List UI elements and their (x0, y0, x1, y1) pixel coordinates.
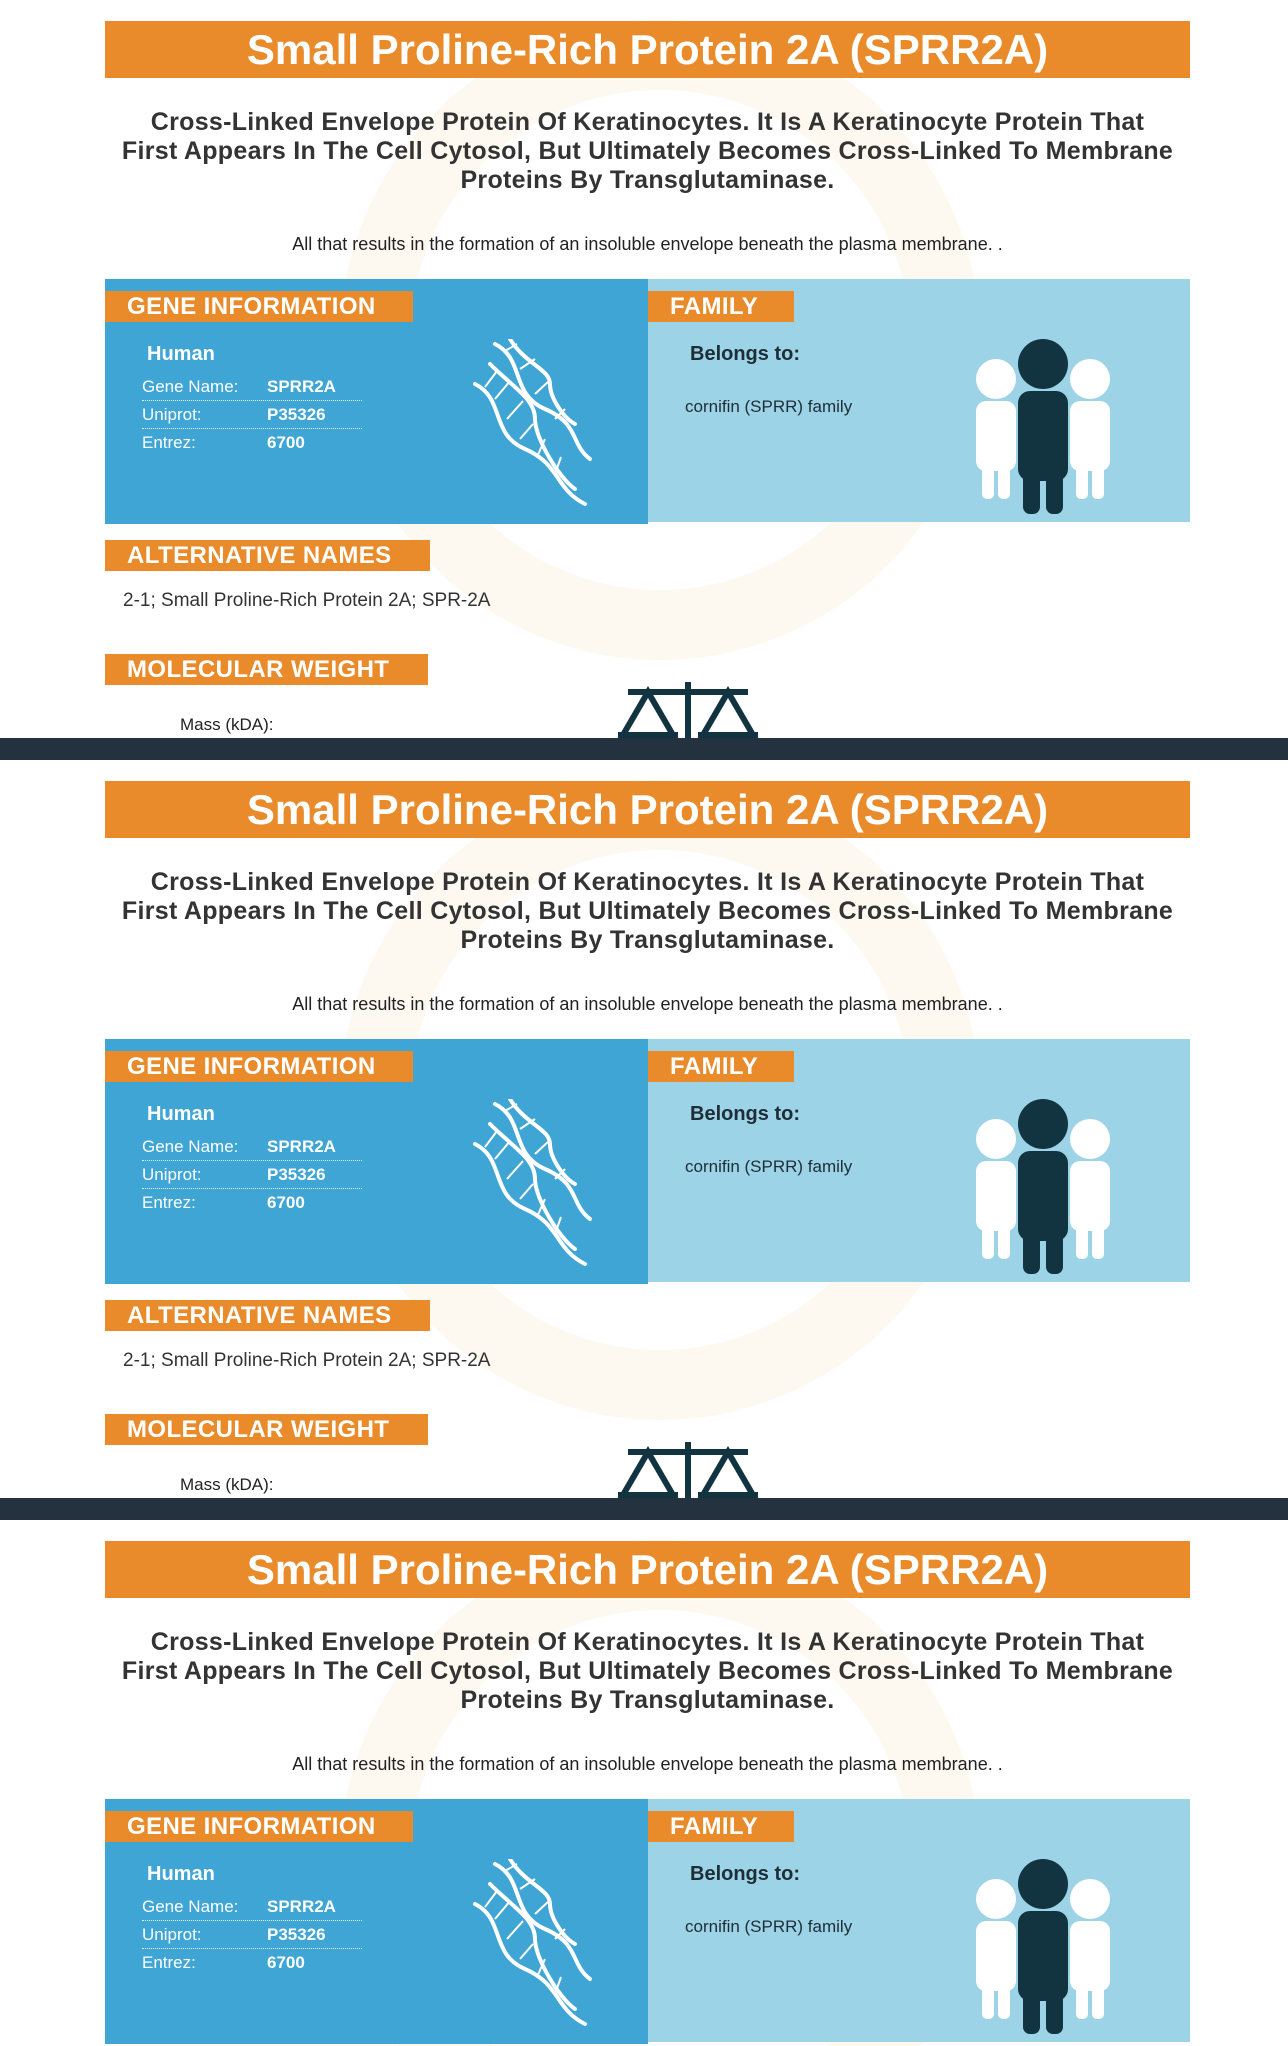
gene-value: SPRR2A (267, 1897, 336, 1916)
family-box (648, 1039, 1190, 1282)
gene-row (142, 1949, 362, 1976)
people-group-icon (968, 339, 1118, 514)
family-label: FAMILY (648, 1811, 794, 1842)
people-group-icon (968, 1099, 1118, 1274)
gene-value: P35326 (267, 1165, 326, 1184)
dna-icon (465, 1099, 595, 1274)
gene-row (142, 401, 362, 429)
gene-information-label: GENE INFORMATION (105, 1811, 413, 1842)
gene-key: Entrez: (142, 1953, 196, 1972)
gene-value: 6700 (267, 1193, 305, 1212)
gene-value: SPRR2A (267, 377, 336, 396)
gene-key: Uniprot: (142, 1165, 202, 1184)
gene-table (142, 373, 362, 456)
gene-value: SPRR2A (267, 1137, 336, 1156)
family-label: FAMILY (648, 291, 794, 322)
gene-information-label: GENE INFORMATION (105, 1051, 413, 1082)
window-divider (0, 738, 1288, 760)
alternative-names-value: 2-1; Small Proline-Rich Protein 2A; SPR-2A (123, 1350, 491, 1371)
molecular-weight-label: MOLECULAR WEIGHT (105, 654, 428, 685)
page-title: Small Proline-Rich Protein 2A (SPRR2A) (105, 21, 1190, 78)
gene-row (142, 373, 362, 401)
belongs-to-label: Belongs to: (690, 343, 800, 365)
gene-value: 6700 (267, 1953, 305, 1972)
family-value: cornifin (SPRR) family (685, 397, 853, 416)
gene-key: Entrez: (142, 433, 196, 452)
gene-value: P35326 (267, 405, 326, 424)
gene-row (142, 429, 362, 456)
gene-information-box (105, 1039, 648, 1284)
intro-text: All that results in the formation of an insoluble envelope beneath the plasma membrane. . (292, 1754, 1003, 1774)
gene-table (142, 1133, 362, 1216)
people-group-icon (968, 1859, 1118, 2034)
dna-icon (465, 1859, 595, 2034)
family-value: cornifin (SPRR) family (685, 1157, 853, 1176)
gene-key: Uniprot: (142, 405, 202, 424)
gene-key: Gene Name: (142, 377, 239, 396)
page-panel (0, 760, 1288, 1520)
intro-text: All that results in the formation of an insoluble envelope beneath the plasma membrane. . (292, 234, 1003, 254)
gene-value: 6700 (267, 433, 305, 452)
intro-text: All that results in the formation of an insoluble envelope beneath the plasma membrane. . (292, 994, 1003, 1014)
gene-information-label: GENE INFORMATION (105, 291, 413, 322)
dna-icon (465, 339, 595, 514)
alternative-names-value: 2-1; Small Proline-Rich Protein 2A; SPR-2A (123, 590, 491, 611)
alternative-names-label: ALTERNATIVE NAMES (105, 1300, 430, 1331)
gene-key: Entrez: (142, 1193, 196, 1212)
gene-information-box (105, 279, 648, 524)
page-title: Small Proline-Rich Protein 2A (SPRR2A) (105, 781, 1190, 838)
gene-row (142, 1189, 362, 1216)
belongs-to-label: Belongs to: (690, 1103, 800, 1125)
page-subtitle: Cross-Linked Envelope Protein Of Keratinocytes. It Is A Keratinocyte Protein That First Appears In The Cell Cytosol, But Ultimately Becomes Cross-Linked To Membrane Proteins By Transglutaminase. (121, 1628, 1174, 1714)
family-box (648, 1799, 1190, 2042)
molecular-weight-label: MOLECULAR WEIGHT (105, 1414, 428, 1445)
gene-row (142, 1161, 362, 1189)
gene-row (142, 1921, 362, 1949)
mass-label: Mass (kDA): (180, 715, 274, 734)
alternative-names-label: ALTERNATIVE NAMES (105, 540, 430, 571)
family-label: FAMILY (648, 1051, 794, 1082)
gene-information-box (105, 1799, 648, 2044)
page-panel (0, 0, 1288, 760)
organism-label: Human (147, 343, 215, 365)
page-panel (0, 1520, 1288, 2046)
balance-scale-icon (618, 680, 758, 740)
gene-key: Uniprot: (142, 1925, 202, 1944)
organism-label: Human (147, 1103, 215, 1125)
organism-label: Human (147, 1863, 215, 1885)
mass-label: Mass (kDA): (180, 1475, 274, 1494)
belongs-to-label: Belongs to: (690, 1863, 800, 1885)
balance-scale-icon (618, 1440, 758, 1500)
family-box (648, 279, 1190, 522)
page-subtitle: Cross-Linked Envelope Protein Of Keratinocytes. It Is A Keratinocyte Protein That First Appears In The Cell Cytosol, But Ultimately Becomes Cross-Linked To Membrane Proteins By Transglutaminase. (121, 108, 1174, 194)
gene-table (142, 1893, 362, 1976)
gene-value: P35326 (267, 1925, 326, 1944)
window-divider (0, 1498, 1288, 1520)
gene-key: Gene Name: (142, 1897, 239, 1916)
page-title: Small Proline-Rich Protein 2A (SPRR2A) (105, 1541, 1190, 1598)
gene-row (142, 1133, 362, 1161)
gene-row (142, 1893, 362, 1921)
page-subtitle: Cross-Linked Envelope Protein Of Keratinocytes. It Is A Keratinocyte Protein That First Appears In The Cell Cytosol, But Ultimately Becomes Cross-Linked To Membrane Proteins By Transglutaminase. (121, 868, 1174, 954)
gene-key: Gene Name: (142, 1137, 239, 1156)
family-value: cornifin (SPRR) family (685, 1917, 853, 1936)
